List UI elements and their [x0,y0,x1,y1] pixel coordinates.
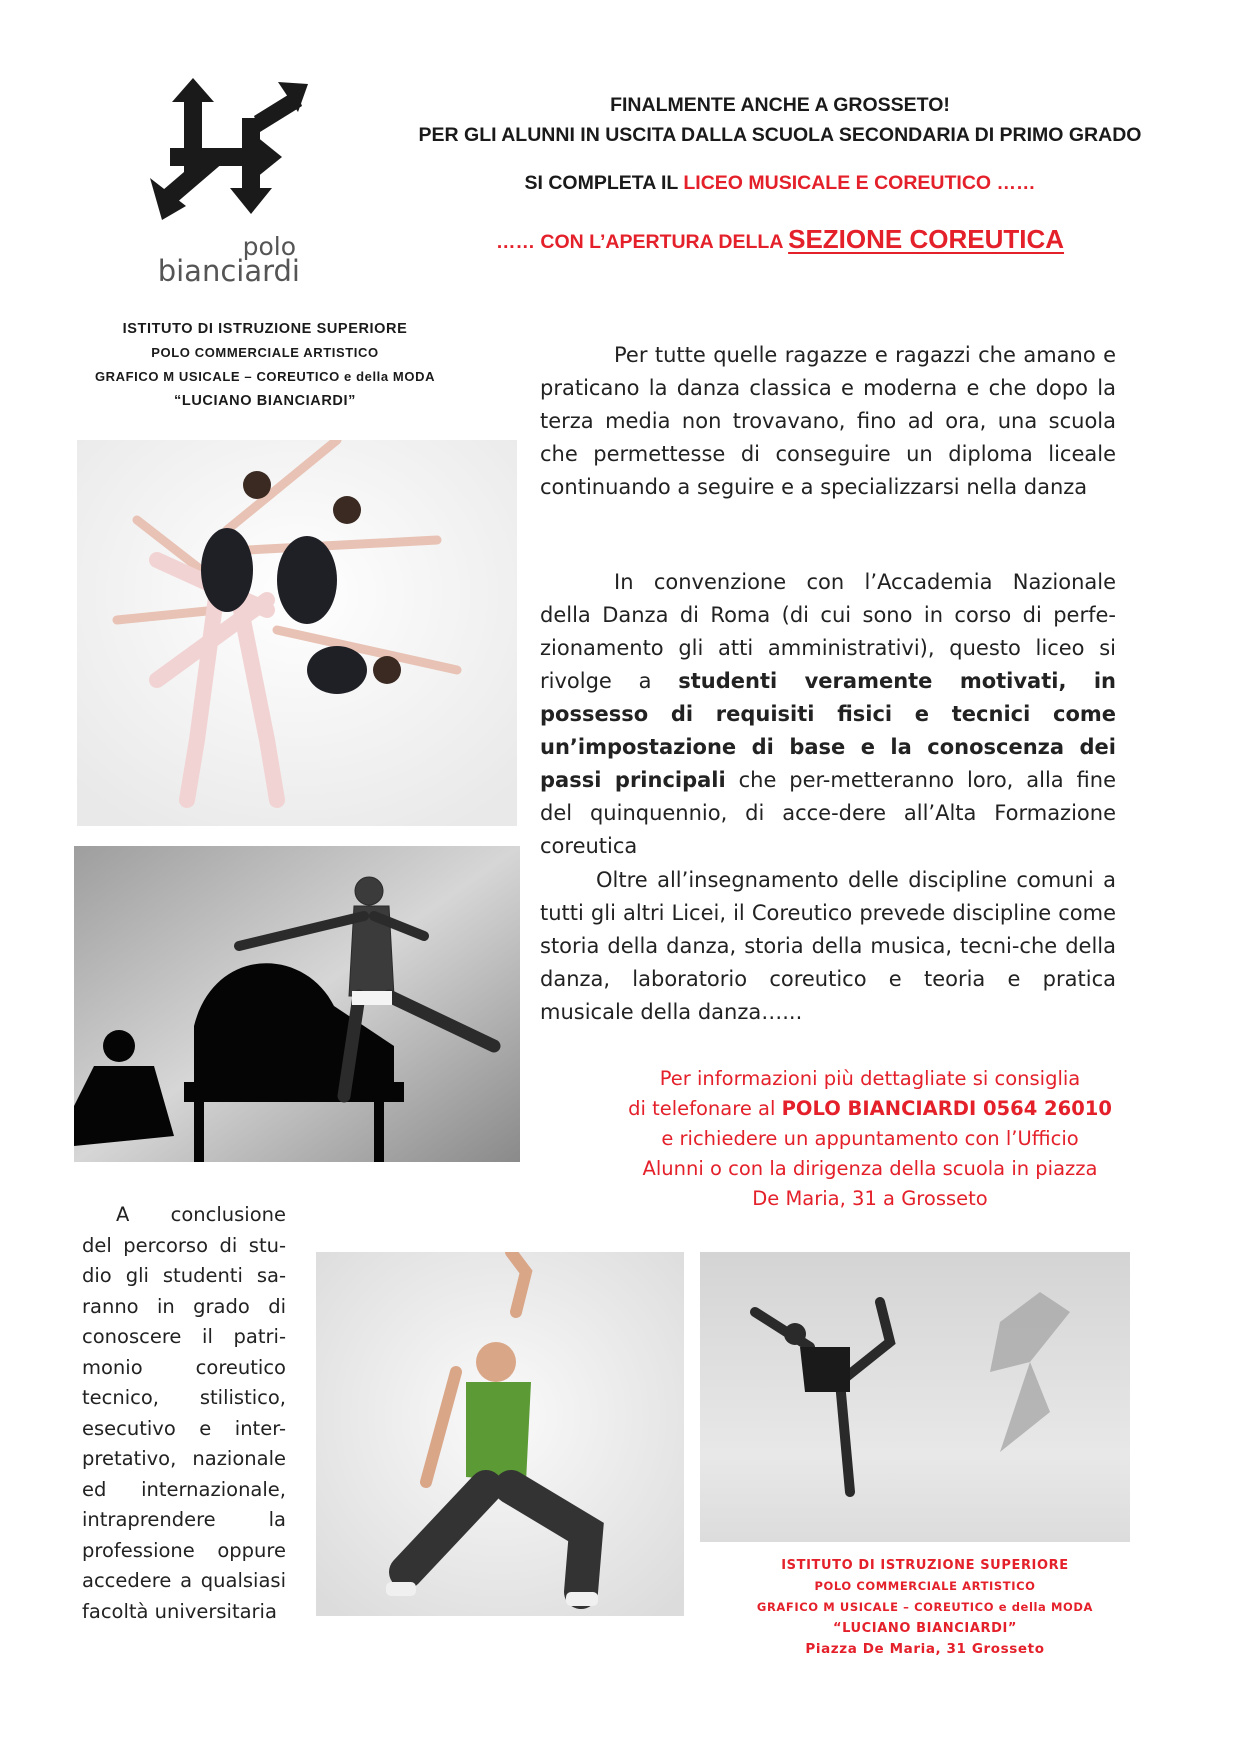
header-line-3-prefix: SI COMPLETA IL [524,172,684,194]
disciplines-paragraph [540,864,1116,1029]
paragraph-2-part2: che per-metteranno loro, alla fine del quinquennio, di acce-dere all’Alta Formazione coreutica [540,768,1116,858]
logo-word-bianciardi: bianciardi [157,254,300,288]
paragraph-2-bold: studenti veramente motivati, in possesso di requisiti fisici e tecnici come un’impostazione di base e la conoscenza dei passi principali [540,669,1116,792]
institute-polo: POLO COMMERCIALE ARTISTICO [151,345,379,360]
institute-bottom-dedication: “LUCIANO BIANCIARDI” [832,1621,1018,1636]
sezione-coreutica-title: SEZIONE COREUTICA [788,224,1065,254]
photo-ballerinas [77,440,517,826]
header-line-4 [360,224,1200,255]
header-line-4-prefix: …… CON L’APERTURA DELLA [495,231,789,253]
institute-bottom-name: ISTITUTO DI ISTRUZIONE SUPERIORE [781,1558,1069,1573]
header-line-1: FINALMENTE ANCHE A GROSSETO! [610,94,950,116]
phone-number: POLO BIANCIARDI 0564 26010 [781,1097,1112,1120]
institute-dedication: “LUCIANO BIANCIARDI” [174,393,356,409]
institute-bottom-polo: POLO COMMERCIALE ARTISTICO [814,1579,1036,1593]
institute-sections: GRAFICO M USICALE – COREUTICO e della MODA [94,369,436,384]
paragraph-3: Oltre all’insegnamento delle discipline comuni a tutti gli altri Licei, il Coreutico prevede discipline come storia della danza, storia della musica, tecni-che della danza, laboratorio coreutico e teoria e pratica musicale della danza…... [540,868,1116,1024]
paragraph-2 [540,566,1116,863]
paragraph-1: Per tutte quelle ragazze e ragazzi che amano e praticano la danza classica e moderna e che dopo la terza media non trovavano, fino ad ora, una scuola che permettesse di conseguire un diploma liceale continuando a seguire e a specializzarsi nella danza [540,343,1116,499]
info-line-1: Per informazioni più dettagliate si consiglia [659,1067,1081,1090]
institute-block-bottom [740,1555,1110,1660]
institute-block-top [70,317,460,413]
institute-name: ISTITUTO DI ISTRUZIONE SUPERIORE [122,321,408,337]
conclusion-paragraph: A conclusione del percorso di stu-dio gli studenti sa-ranno in grado di conoscere il patri-monio coreutico tecnico, stilistico, esecutivo e inter-pretativo, nazionale ed internazionale, intraprendere la professione oppure accedere a qualsiasi facoltà universitaria [82,1203,286,1623]
info-line-2 [600,1094,1140,1124]
header-line-2: PER GLI ALUNNI IN USCITA DALLA SCUOLA SECONDARIA DI PRIMO GRADO [418,124,1142,146]
intro-paragraph [540,339,1116,504]
info-line-4: Alunni o con la dirigenza della scuola in piazza [642,1157,1098,1180]
photo-dancer-piano [74,846,520,1162]
institute-bottom-sections: GRAFICO M USICALE – COREUTICO e della MODA [756,1600,1094,1614]
header-line-3 [360,172,1200,195]
photo-dancer-shadow [700,1252,1130,1542]
info-line-2-prefix: di telefonare al [628,1097,782,1120]
header-liceo-highlight: LICEO MUSICALE E COREUTICO …… [683,172,1036,194]
photo-male-dancer [316,1252,684,1616]
info-line-5: De Maria, 31 a Grosseto [752,1187,988,1210]
logo-wordmark [150,232,300,288]
info-line-3: e richiedere un appuntamento con l’Ufficio [661,1127,1079,1150]
convention-paragraph [540,566,1116,863]
paragraph-2-part1: In convenzione con l’Accademia Nazionale della Danza di Roma (di cui sono in corso di perfe-zionamento gli atti amministrativi), questo liceo si rivolge a [540,570,1116,693]
institute-bottom-address: Piazza De Maria, 31 Grosseto [805,1641,1045,1657]
logo-word-polo: polo [242,232,296,261]
contact-info [600,1064,1140,1214]
